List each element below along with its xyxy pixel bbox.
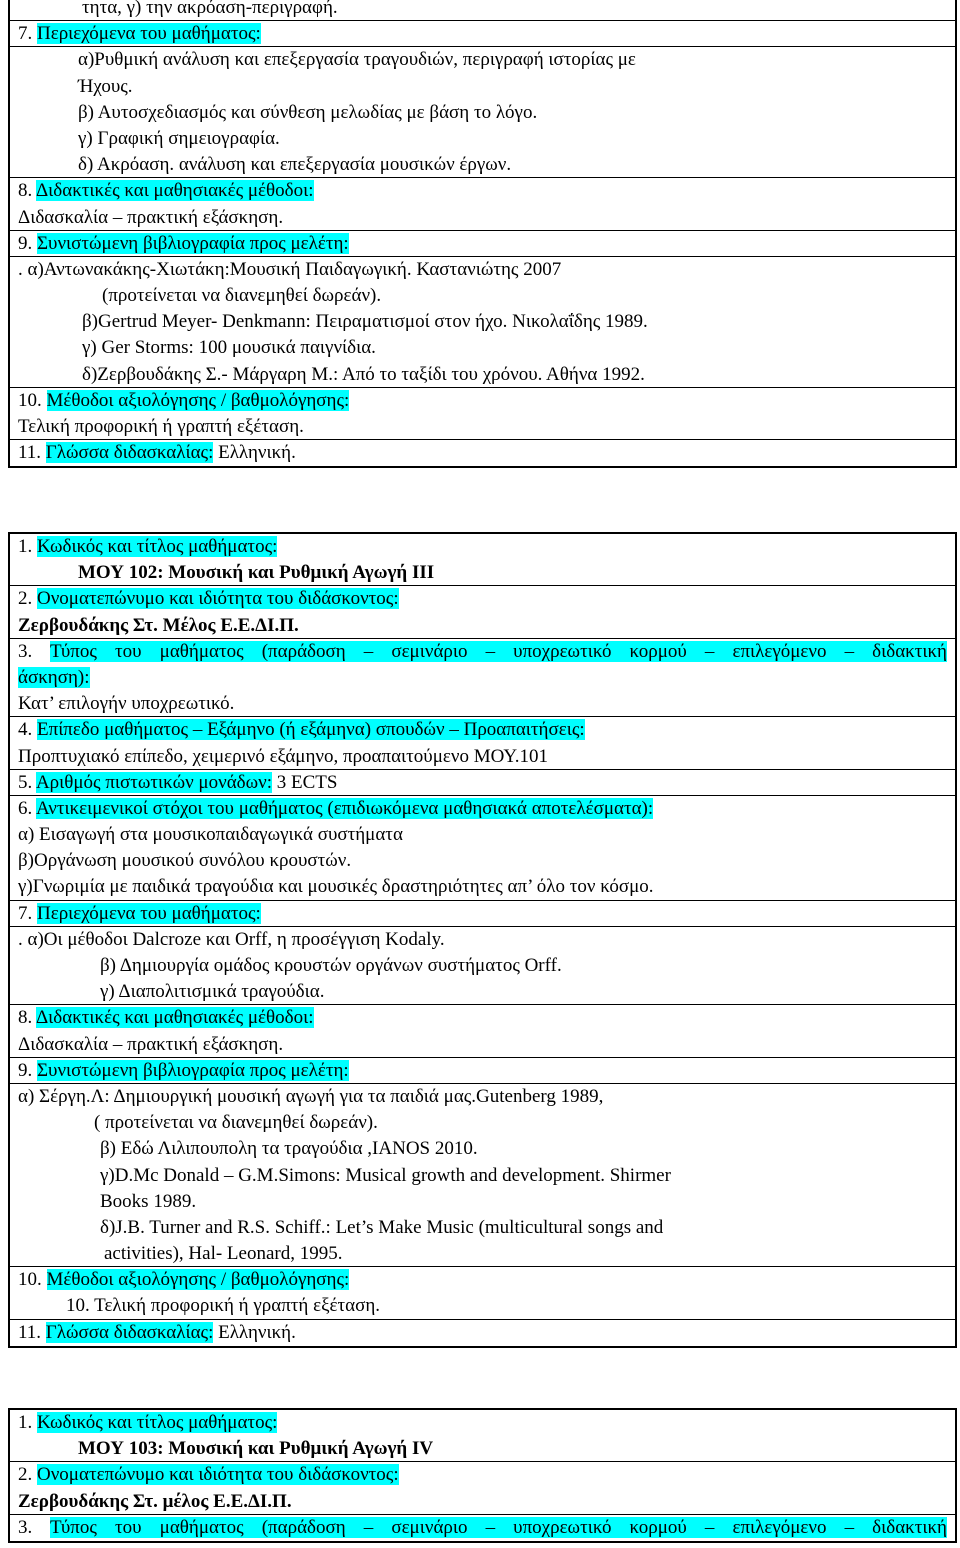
section-heading: Συνιστώμενη βιβλιογραφία προς μελέτη:: [37, 232, 349, 254]
item-number: 8.: [18, 180, 36, 202]
table-row: [10, 717, 955, 743]
table-row: [10, 1058, 955, 1084]
body-text: β)Gertrud Meyer- Denkmann: Πειραματισμοί στον ήχο. Νικολαΐδης 1989.: [82, 311, 648, 333]
body-text: Κατ’ επιλογήν υποχρεωτικό.: [18, 693, 235, 715]
section-heading: Γλώσσα διδασκαλίας:: [45, 442, 214, 464]
body-text: Τελική προφορική ή γραπτή εξέταση.: [18, 416, 304, 437]
table-row: [10, 822, 955, 848]
body-text: α) Εισαγωγή στα μουσικοπαιδαγωγικά συστήματα: [18, 824, 403, 846]
course-info-table-mou102: [8, 532, 957, 1348]
item-number: 11.: [18, 442, 46, 464]
table-row: [10, 440, 955, 466]
body-text: τητα, γ) την ακρόαση-περιγραφή.: [82, 0, 338, 18]
body-text: . α)Αντωνακάκης-Χιωτάκη:Μουσική Παιδαγωγική. Καστανιώτης 2007: [18, 258, 562, 280]
table-row: [10, 1189, 955, 1215]
table-row: [10, 1032, 955, 1058]
table-row: [10, 388, 955, 414]
body-text: β) Εδώ Λιλιπουπολη τα τραγούδια ,ΙΑΝΟS 2010.: [100, 1138, 478, 1160]
table-row: [10, 1005, 955, 1031]
table-row: [10, 770, 955, 796]
table-row: [10, 639, 955, 665]
item-number: 11.: [18, 1321, 46, 1343]
body-text: Διδασκαλία – πρακτική εξάσκηση.: [18, 206, 284, 228]
table-row: [10, 362, 955, 388]
field-value: Ελληνική.: [213, 1321, 296, 1343]
section-heading: Διδακτικές και μαθησιακές μέθοδοι:: [35, 1007, 314, 1029]
section-heading: άσκηση):: [18, 666, 90, 688]
section-heading: Περιεχόμενα του μαθήματος:: [37, 902, 261, 924]
body-text: Προπτυχιακό επίπεδο, χειμερινό εξάμηνο, προαπαιτούμενο ΜΟΥ.101: [18, 745, 549, 767]
item-number: 8.: [18, 1007, 36, 1029]
table-row: [10, 0, 955, 21]
table-row: [10, 1320, 955, 1346]
table-row: [10, 1163, 955, 1189]
body-text: γ)D.Mc Donald – G.M.Simons: Musical growth and development. Shirmer: [100, 1164, 671, 1186]
table-row: [10, 534, 955, 560]
item-number: 3.: [18, 1516, 50, 1538]
section-heading: Περιεχόμενα του μαθήματος:: [37, 23, 261, 45]
item-number: 7.: [18, 902, 37, 924]
table-row: [10, 283, 955, 309]
table-row: [10, 744, 955, 770]
section-heading: Ονοματεπώνυμο και ιδιότητα του διδάσκοντος:: [37, 1464, 399, 1486]
table-row: [10, 1489, 955, 1515]
body-text: Books 1989.: [100, 1190, 197, 1212]
body-text: . α)Οι μέθοδοι Dalcroze και Orff, η προσέγγιση Kodaly.: [18, 928, 445, 950]
section-heading: Αντικειμενικοί στόχοι του μαθήματος (επιδιωκόμενα μαθησιακά αποτελέσματα):: [35, 797, 654, 819]
item-number: 4.: [18, 719, 37, 741]
section-heading: Αριθμός πιστωτικών μονάδων:: [35, 771, 272, 793]
table-row: [10, 1084, 955, 1110]
table-row: [10, 848, 955, 874]
table-row: [10, 205, 955, 231]
table-row: [10, 309, 955, 335]
body-text: β)Οργάνωση μουσικού συνόλου κρουστών.: [18, 850, 352, 872]
item-number: 3.: [18, 640, 50, 662]
item-number: 6.: [18, 797, 36, 819]
section-heading: Τύπος του μαθήματος (παράδοση – σεμινάριο – υποχρεωτικό κορμού – επιλεγόμενο – διδακτική: [50, 640, 947, 662]
body-text: δ)J.B. Turner and R.S. Schiff.: Let’s Make Music (multicultural songs and: [100, 1216, 664, 1238]
table-row: [10, 691, 955, 717]
item-number: 10.: [18, 389, 47, 411]
item-number: 7.: [18, 23, 37, 45]
course-title: Ζερβουδάκης Στ. μέλος Ε.Ε.ΔΙ.Π.: [18, 1490, 292, 1512]
course-title: Ζερβουδάκης Στ. Μέλος Ε.Ε.ΔΙ.Π.: [18, 614, 299, 636]
table-row: [10, 796, 955, 822]
section-heading: Ονοματεπώνυμο και ιδιότητα του διδάσκοντος:: [37, 588, 399, 610]
table-row: [10, 1293, 955, 1319]
course-info-table-1: [8, 0, 957, 468]
table-row: [10, 560, 955, 586]
table-row: [10, 1462, 955, 1488]
table-row: [10, 231, 955, 257]
field-value: 3 ECTS: [271, 771, 338, 793]
section-heading: Τύπος του μαθήματος (παράδοση – σεμινάριο – υποχρεωτικό κορμού – επιλεγόμενο – διδακτική: [50, 1516, 947, 1538]
item-number: 2.: [18, 1464, 37, 1486]
item-number: 2.: [18, 588, 37, 610]
course-title: ΜΟΥ 102: Μουσική και Ρυθμική Αγωγή ΙΙΙ: [78, 562, 435, 584]
item-number: 1.: [18, 536, 37, 557]
body-text: Διδασκαλία – πρακτική εξάσκηση.: [18, 1033, 284, 1055]
body-text: activities), Hal- Leonard, 1995.: [104, 1243, 343, 1265]
section-heading: Συνιστώμενη βιβλιογραφία προς μελέτη:: [37, 1059, 349, 1081]
table-row: [10, 178, 955, 204]
table-row: [10, 74, 955, 100]
table-row: [10, 1241, 955, 1267]
course-info-table-mou103: [8, 1408, 957, 1543]
body-text: γ) Γραφική σημειογραφία.: [78, 127, 280, 149]
table-row: [10, 1410, 955, 1436]
body-text: δ) Ακρόαση. ανάλυση και επεξεργασία μουσικών έργων.: [78, 154, 512, 176]
body-text: (προτείνεται να διανεμηθεί δωρεάν).: [102, 285, 382, 307]
table-row: [10, 47, 955, 73]
section-heading: Μέθοδοι αξιολόγησης / βαθμολόγησης:: [46, 389, 350, 411]
body-text: ( προτείνεται να διανεμηθεί δωρεάν).: [94, 1112, 378, 1134]
table-row: [10, 126, 955, 152]
table-row: [10, 927, 955, 953]
item-number: 9.: [18, 1059, 37, 1081]
item-number: 5.: [18, 771, 36, 793]
body-text: β) Αυτοσχεδιασμός και σύνθεση μελωδίας με βάση το λόγο.: [78, 101, 538, 123]
item-number: 9.: [18, 232, 37, 254]
table-row: [10, 414, 955, 440]
table-row: [10, 586, 955, 612]
body-text: γ) Διαπολιτισμικά τραγούδια.: [100, 981, 325, 1003]
table-row: [10, 1436, 955, 1462]
section-heading: Κωδικός και τίτλος μαθήματος:: [37, 1412, 278, 1433]
body-text: γ) Ger Storms: 100 μουσικά παιγνίδια.: [82, 337, 376, 359]
table-row: [10, 665, 955, 691]
table-row: [10, 901, 955, 927]
field-value: Ελληνική.: [213, 442, 296, 464]
body-text: α)Ρυθμική ανάλυση και επεξεργασία τραγουδιών, περιγραφή ιστορίας με: [78, 49, 636, 71]
body-text: Ήχους.: [78, 75, 133, 97]
item-number: 1.: [18, 1412, 37, 1433]
table-row: [10, 1215, 955, 1241]
table-row: [10, 613, 955, 639]
table-row: [10, 257, 955, 283]
section-heading: Επίπεδο μαθήματος – Εξάμηνο (ή εξάμηνα) σπουδών – Προαπαιτήσεις:: [37, 719, 585, 741]
item-number: 10.: [18, 1269, 47, 1291]
table-row: [10, 1515, 955, 1541]
table-row: [10, 953, 955, 979]
body-text: β) Δημιουργία ομάδος κρουστών οργάνων συστήματος Orff.: [100, 955, 562, 976]
body-text: 10. Τελική προφορική ή γραπτή εξέταση.: [66, 1295, 381, 1317]
table-row: [10, 335, 955, 361]
section-heading: Κωδικός και τίτλος μαθήματος:: [37, 536, 278, 557]
section-heading: Διδακτικές και μαθησιακές μέθοδοι:: [35, 180, 314, 202]
section-heading: Μέθοδοι αξιολόγησης / βαθμολόγησης:: [46, 1269, 350, 1291]
table-row: [10, 979, 955, 1005]
table-row: [10, 21, 955, 47]
body-text: δ)Ζερβουδάκης Σ.- Μάργαρη Μ.: Από το ταξίδι του χρόνου. Αθήνα 1992.: [82, 363, 645, 385]
table-row: [10, 874, 955, 900]
table-row: [10, 100, 955, 126]
table-row: [10, 1267, 955, 1293]
table-row: [10, 1110, 955, 1136]
body-text: γ)Γνωριμία με παιδικά τραγούδια και μουσικές δραστηριότητες απ’ όλο τον κόσμο.: [18, 876, 654, 898]
body-text: α) Σέργη.Λ: Δημιουργική μουσική αγωγή για τα παιδιά μας.Gutenberg 1989,: [18, 1085, 604, 1107]
table-row: [10, 152, 955, 178]
course-title: ΜΟΥ 103: Μουσική και Ρυθμική Αγωγή ΙV: [78, 1438, 434, 1460]
table-row: [10, 1136, 955, 1162]
section-heading: Γλώσσα διδασκαλίας:: [45, 1321, 214, 1343]
